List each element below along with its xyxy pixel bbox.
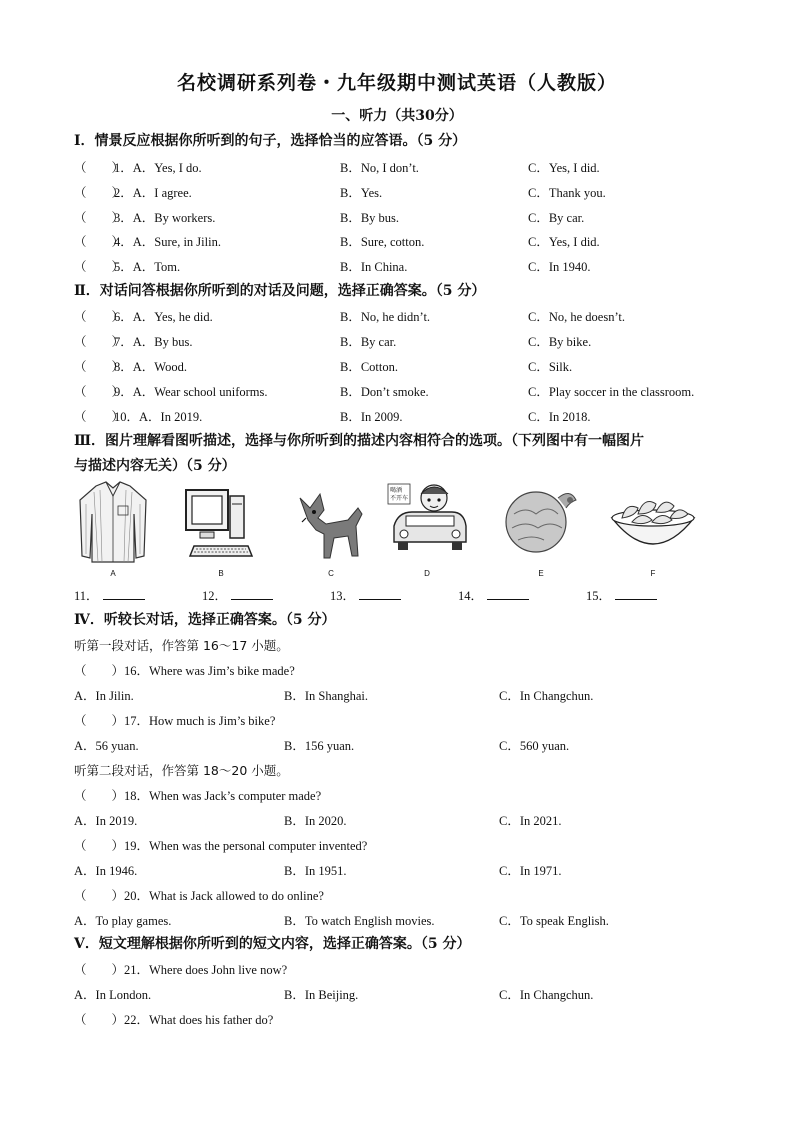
picture-label: D <box>424 569 430 578</box>
option-b: B．By bus. <box>340 211 400 225</box>
part3-heading-line1: Ⅲ．图片理解看图听描述，选择与你所听到的描述内容相符合的选项。（下列图中有一幅图片 <box>74 433 645 449</box>
option-b: B．By car. <box>340 335 397 349</box>
answer-blank[interactable]: 11． <box>74 586 145 604</box>
question-text: （ ）17．How much is Jim’s bike? <box>74 714 276 728</box>
question-text: （ ）21．Where does John live now? <box>74 963 288 977</box>
part4-heading: Ⅳ．听较长对话，选择正确答案。（5 分） <box>74 612 336 628</box>
option-b: B．In Shanghai. <box>284 689 369 703</box>
option-b: B．In 2009. <box>340 410 403 424</box>
answer-parenthesis: （ ） <box>74 211 125 225</box>
answer-blank[interactable]: 14． <box>458 586 529 604</box>
answer-parenthesis: （ ） <box>74 310 125 324</box>
option-a: 1．A．Yes, I do. <box>114 161 202 175</box>
option-a: 3．A．By workers. <box>114 211 216 225</box>
question-text: （ ）16．Where was Jim’s bike made? <box>74 664 295 678</box>
answer-parenthesis: （ ） <box>74 385 125 399</box>
option-c: C．In Changchun. <box>499 689 594 703</box>
option-c: C．In 1971. <box>499 864 562 878</box>
answer-blank[interactable]: 13． <box>330 586 401 604</box>
option-a: 7．A．By bus. <box>114 335 193 349</box>
option-a: A．In London. <box>74 988 152 1002</box>
picture-f <box>608 478 698 578</box>
option-c: C．In Changchun. <box>499 988 594 1002</box>
dialogue-note-1: 听第一段对话，作答第 16～17 小题。 <box>74 638 289 653</box>
question-text: （ ）20．What is Jack allowed to do online? <box>74 889 324 903</box>
option-b: B．No, I don’t. <box>340 161 419 175</box>
option-c: C．560 yuan. <box>499 739 570 753</box>
option-b: B．In 2020. <box>284 814 347 828</box>
option-c: C．Yes, I did. <box>528 161 600 175</box>
option-c: C．In 1940. <box>528 260 591 274</box>
picture-label: E <box>538 569 544 578</box>
part3-heading-line2: 与描述内容无关）（5 分） <box>74 458 236 474</box>
option-a: 4．A．Sure, in Jilin. <box>114 235 221 249</box>
answer-parenthesis: （ ） <box>74 161 125 175</box>
answer-parenthesis: （ ） <box>74 410 125 424</box>
option-a: 8．A．Wood. <box>114 360 187 374</box>
answer-parenthesis: （ ） <box>74 260 125 274</box>
picture-strip <box>68 478 708 578</box>
option-c: C．In 2021. <box>499 814 562 828</box>
option-c: C．No, he doesn’t. <box>528 310 625 324</box>
picture-a <box>68 478 158 578</box>
option-c: C．Thank you. <box>528 186 606 200</box>
option-c: C．In 2018. <box>528 410 591 424</box>
option-c: C．Silk. <box>528 360 573 374</box>
option-a: 5．A．Tom. <box>114 260 181 274</box>
option-c: C．Yes, I did. <box>528 235 600 249</box>
answer-blanks <box>74 586 714 606</box>
option-c: C．Play soccer in the classroom. <box>528 385 695 399</box>
option-c: C．By car. <box>528 211 585 225</box>
dialogue-note-2: 听第二段对话，作答第 18～20 小题。 <box>74 763 289 778</box>
option-b: B．Don’t smoke. <box>340 385 429 399</box>
question-text: （ ）19．When was the personal computer invented? <box>74 839 368 853</box>
option-b: B．In Beijing. <box>284 988 359 1002</box>
option-a: 6．A．Yes, he did. <box>114 310 213 324</box>
option-b: B．156 yuan. <box>284 739 355 753</box>
answer-parenthesis: （ ） <box>74 186 125 200</box>
option-a: 2．A．I agree. <box>114 186 192 200</box>
option-c: C．To speak English. <box>499 914 609 928</box>
option-b: B．Cotton. <box>340 360 398 374</box>
option-a: A．56 yuan. <box>74 739 139 753</box>
option-c: C．By bike. <box>528 335 592 349</box>
picture-label: A <box>110 569 116 578</box>
picture-b <box>176 478 266 578</box>
answer-parenthesis: （ ） <box>74 235 125 249</box>
answer-blank[interactable]: 12． <box>202 586 273 604</box>
part1-heading: Ⅰ．情景反应根据你所听到的句子，选择恰当的应答语。（5 分） <box>74 133 467 149</box>
option-a: A．To play games. <box>74 914 172 928</box>
svg-text:不开车: 不开车 <box>390 495 409 502</box>
option-a: A．In Jilin. <box>74 689 134 703</box>
option-a: A．In 1946. <box>74 864 138 878</box>
option-a: 9．A．Wear school uniforms. <box>114 385 268 399</box>
picture-label: B <box>218 569 224 578</box>
section-heading: 一、听力（共30分） <box>331 108 463 124</box>
part2-heading: Ⅱ．对话问答根据你所听到的对话及问题，选择正确答案。（5 分） <box>74 283 486 299</box>
dumplings-icon <box>608 478 698 566</box>
picture-label: F <box>650 569 656 578</box>
answer-parenthesis: （ ） <box>74 360 125 374</box>
car-driver-icon <box>382 478 472 566</box>
option-b: B．To watch English movies. <box>284 914 435 928</box>
answer-blank[interactable]: 15． <box>586 586 657 604</box>
option-a: 10．A．In 2019. <box>114 410 203 424</box>
picture-label: C <box>328 569 334 578</box>
picture-c <box>286 478 376 578</box>
dog-icon <box>286 478 376 566</box>
part5-heading: Ⅴ．短文理解根据你所听到的短文内容，选择正确答案。（5 分） <box>74 936 471 952</box>
answer-parenthesis: （ ） <box>74 335 125 349</box>
question-text: （ ）22．What does his father do? <box>74 1013 274 1027</box>
option-a: A．In 2019. <box>74 814 138 828</box>
cabbage-icon <box>496 478 586 566</box>
question-text: （ ）18．When was Jack’s computer made? <box>74 789 322 803</box>
shirt-icon <box>68 478 158 566</box>
svg-text:喝酒: 喝酒 <box>390 487 403 494</box>
page-title: 名校调研系列卷・九年级期中测试英语（人教版） <box>176 72 617 94</box>
picture-d <box>382 478 472 578</box>
option-b: B．In China. <box>340 260 408 274</box>
computer-icon <box>176 478 266 566</box>
option-b: B．No, he didn’t. <box>340 310 431 324</box>
option-b: B．Sure, cotton. <box>340 235 425 249</box>
option-b: B．In 1951. <box>284 864 347 878</box>
picture-e <box>496 478 586 578</box>
option-b: B．Yes. <box>340 186 383 200</box>
